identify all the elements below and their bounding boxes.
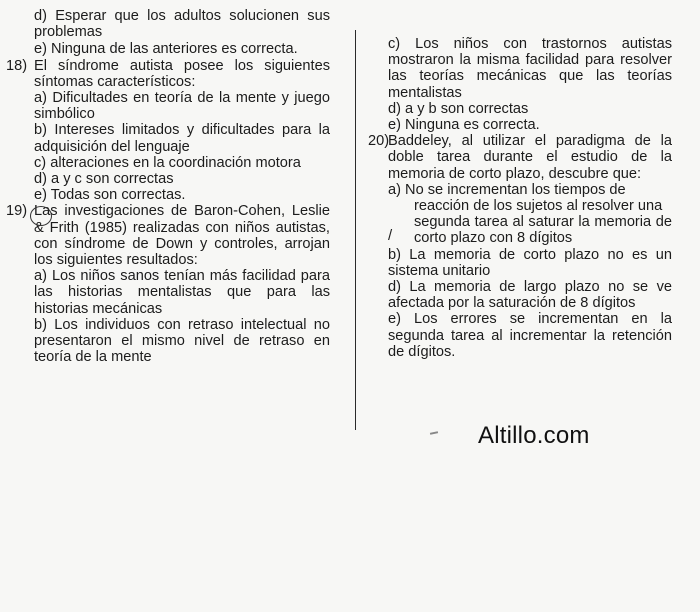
q19-option-e: e) Ninguna es correcta.	[388, 117, 540, 134]
question-19	[6, 203, 330, 366]
option-a-line2: reacción de los sujetos al resolver una	[414, 198, 663, 215]
question-number: 20)	[368, 133, 390, 150]
option-a: a) Dificultades en teoría de la mente y juego simbólico	[34, 90, 330, 123]
option-e: e) Los errores se incrementan en la segunda tarea al incrementar la retención de dígitos.	[388, 311, 672, 360]
option-b: b) Intereses limitados y dificultades para la adquisición del lenguaje	[34, 122, 330, 155]
option-e: e) Todas son correctas.	[34, 187, 186, 204]
left-column	[6, 8, 330, 366]
question-number: 19)	[6, 203, 28, 220]
question-stem: Las investigaciones de Baron-Cohen, Leslie & Frith (1985) realizadas con niños autistas, con síndrome de Down y controles, arrojan los siguientes resultados:	[34, 203, 330, 269]
option-d: d) a y c son correctas	[34, 171, 174, 188]
column-divider	[355, 30, 356, 430]
q17-option-e: e) Ninguna de las anteriores es correcta.	[34, 41, 298, 58]
option-a-line1: a) No se incrementan los tiempos de	[388, 181, 626, 198]
q19-option-d: d) a y b son correctas	[388, 100, 529, 117]
option-b-continuation: segunda tarea al saturar la memoria de corto plazo con 8 dígitos	[414, 214, 672, 247]
option-a: a) Los niños sanos tenían más facilidad para las historias mentalistas que para las historias mecánicas	[34, 268, 330, 317]
q17-option-d: d) Esperar que los adultos solucionen sus problemas	[34, 8, 330, 41]
option-d: d) La memoria de largo plazo no se ve afectada por la saturación de 8 dígitos	[388, 279, 672, 312]
option-b: b) La memoria de corto plazo no es un sistema unitario	[388, 246, 672, 279]
hand-slash-mark: /	[388, 227, 393, 244]
site-watermark: Altillo.com	[478, 422, 590, 449]
option-b: b) Los individuos con retraso intelectual no presentaron el mismo nivel de retraso en teoría de la mente	[34, 316, 330, 366]
question-20	[368, 133, 672, 360]
hand-circle-mark	[30, 206, 52, 226]
question-18	[6, 57, 330, 204]
question-stem: El síndrome autista posee los siguientes síntomas característicos:	[34, 57, 330, 90]
option-c: c) alteraciones en la coordinación motora	[34, 154, 301, 171]
scan-speck	[430, 431, 438, 435]
q19-option-c: c) Los niños con trastornos autistas mostraron la misma facilidad para resolver las teorías mecánicas que las teorías mentalistas	[388, 36, 672, 101]
right-column	[368, 36, 672, 360]
question-stem: Baddeley, al utilizar el paradigma de la doble tarea durante el estudio de la memoria de corto plazo, descubre que:	[388, 133, 672, 182]
question-number: 18)	[6, 57, 28, 74]
